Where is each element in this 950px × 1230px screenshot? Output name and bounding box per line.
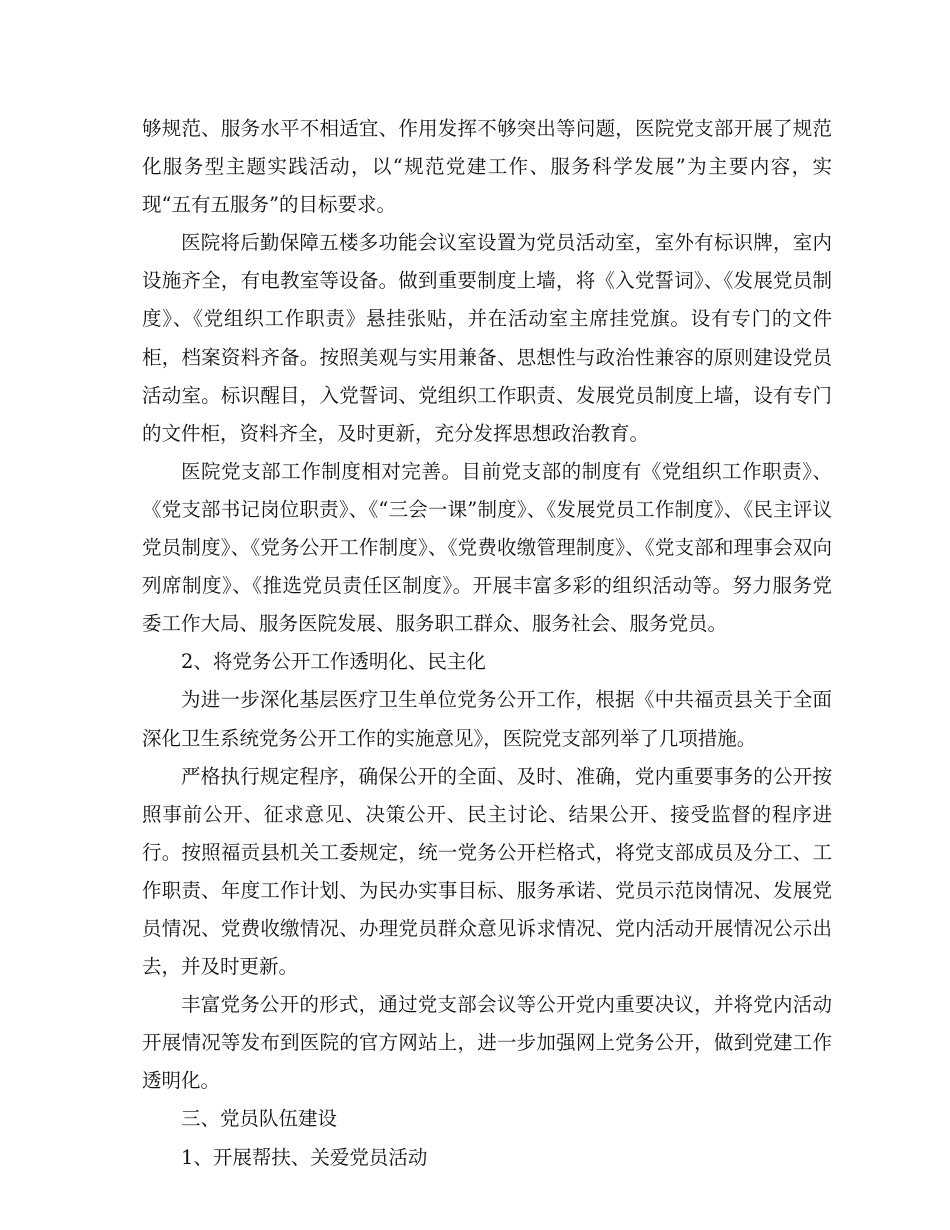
paragraph-continuation: 够规范、服务水平不相适宜、作用发挥不够突出等问题，医院党支部开展了规范化服务型主题实践活动，以“规范党建工作、服务科学发展”为主要内容，实现“五有五服务”的目标要求。 <box>142 117 832 217</box>
paragraph-work-system: 医院党支部工作制度相对完善。目前党支部的制度有《党组织工作职责》、《党支部书记岗位职责》、《“三会一课”制度》、《发展党员工作制度》、《民主评议党员制度》、《党务公开工作制度》、《党费收缴管理制度》、《党支部和理事会双向列席制度》、《推选党员责任区制度》。开展丰富多彩的组织活动等。努力服务党委工作大局、服务医院发展、服务职工群众、服务社会、服务党员。 <box>142 459 832 636</box>
document-body <box>142 110 832 1177</box>
section-heading-team-building: 三、党员队伍建设 <box>181 1107 338 1131</box>
paragraph-forms: 丰富党务公开的形式，通过党支部会议等公开党内重要决议，并将党内活动开展情况等发布到医院的官方网站上，进一步加强网上党务公开，做到党建工作透明化。 <box>142 993 832 1093</box>
section-heading-party-affairs: 2、将党务公开工作透明化、民主化 <box>181 650 486 674</box>
paragraph-procedures: 严格执行规定程序，确保公开的全面、及时、准确，党内重要事务的公开按照事前公开、征求意见、决策公开、民主讨论、结果公开、接受监督的程序进行。按照福贡县机关工委规定，统一党务公开栏格式，将党支部成员及分工、工作职责、年度工作计划、为民办实事目标、服务承诺、党员示范岗情况、发展党员情况、党费收缴情况、办理党员群众意见诉求情况、党内活动开展情况公示出去，并及时更新。 <box>142 764 832 979</box>
paragraph-activity-room: 医院将后勤保障五楼多功能会议室设置为党员活动室，室外有标识牌，室内设施齐全，有电教室等设备。做到重要制度上墙，将《入党誓词》、《发展党员制度》、《党组织工作职责》悬挂张贴，并在活动室主席挂党旗。设有专门的文件柜，档案资料齐备。按照美观与实用兼备、思想性与政治性兼容的原则建设党员活动室。标识醒目，入党誓词、党组织工作职责、发展党员制度上墙，设有专门的文件柜，资料齐全，及时更新，充分发挥思想政治教育。 <box>142 231 832 445</box>
section-heading-support-activities: 1、开展帮扶、关爱党员活动 <box>181 1145 428 1169</box>
paragraph-measures: 为进一步深化基层医疗卫生单位党务公开工作，根据《中共福贡县关于全面深化卫生系统党务公开工作的实施意见》，医院党支部列举了几项措施。 <box>142 688 832 750</box>
